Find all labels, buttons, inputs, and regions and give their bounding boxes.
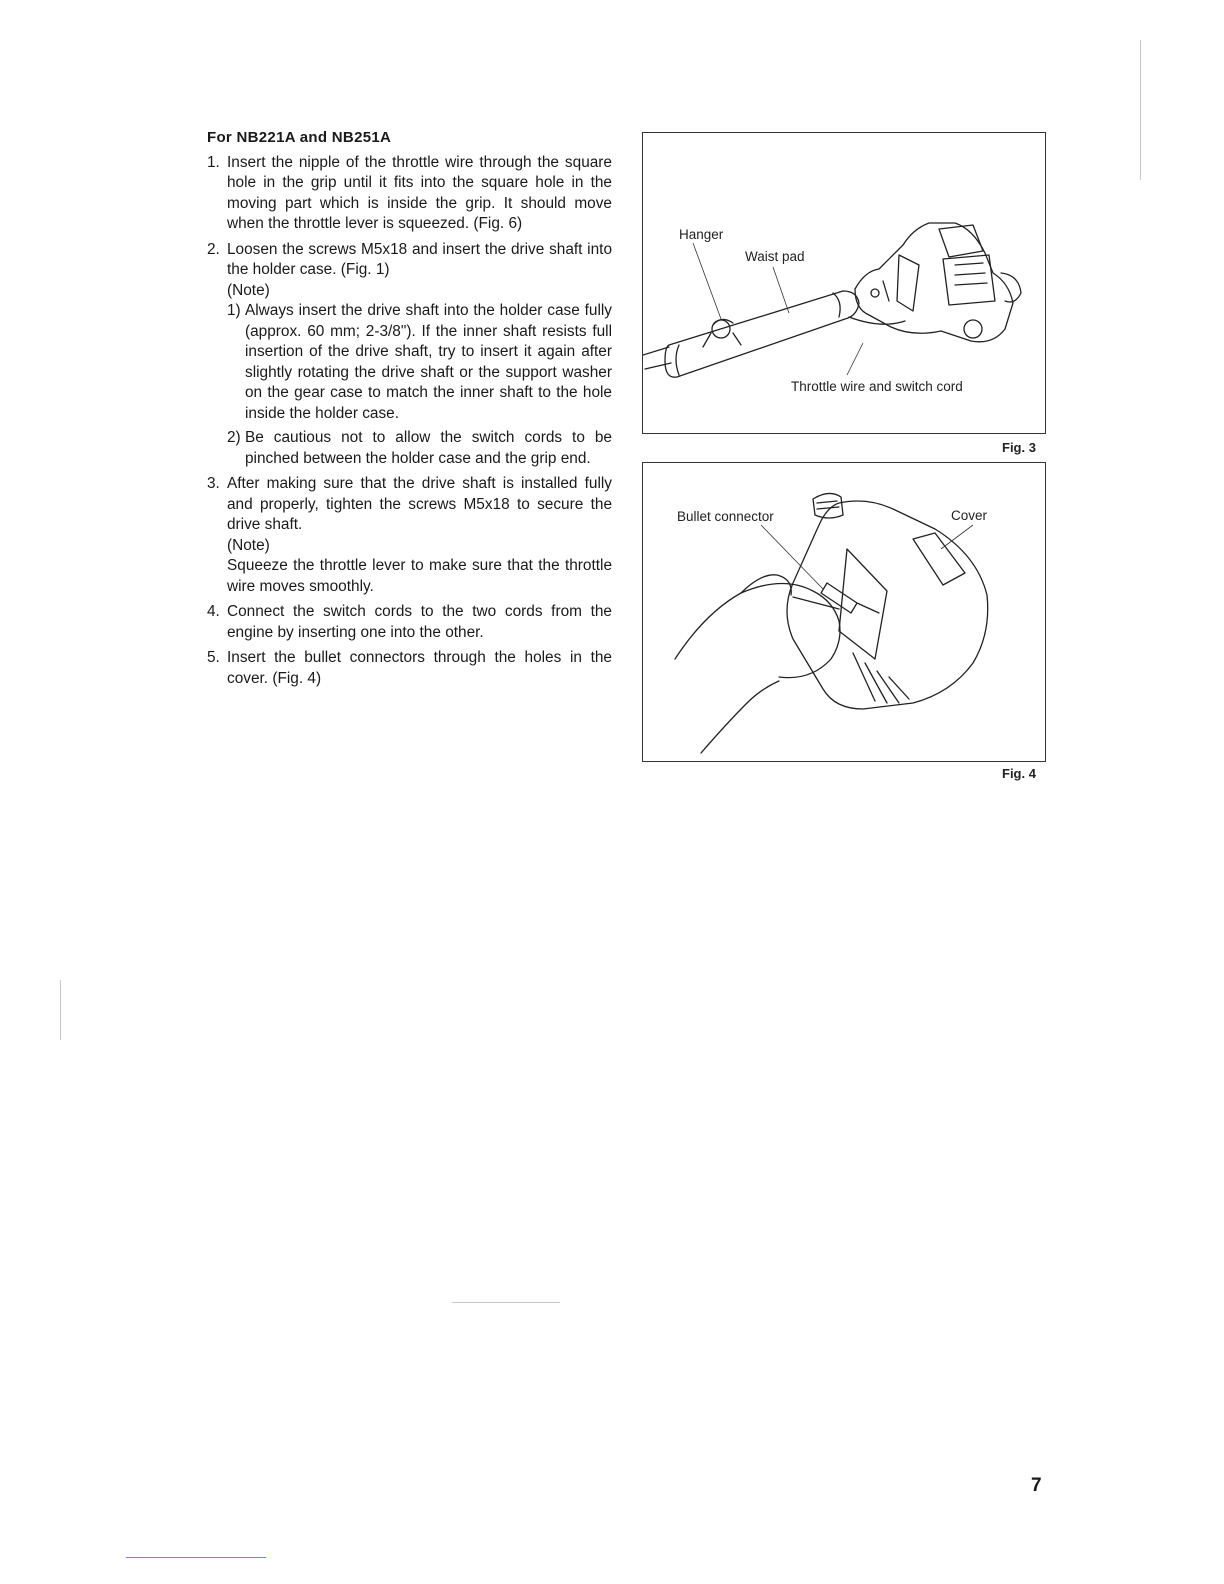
step-text: Insert the bullet connectors through the holes in the cover. (Fig. 4) [227, 649, 612, 687]
step-text: Loosen the screws M5x18 and insert the drive shaft into the holder case. (Fig. 1) [227, 240, 612, 278]
step-1 [207, 153, 612, 235]
scan-edge-mark [1140, 40, 1141, 180]
label-hanger: Hanger [679, 227, 724, 242]
label-bullet-connector: Bullet connector [677, 509, 774, 524]
figure-4 [642, 462, 1046, 762]
scan-edge-mark [452, 1302, 560, 1303]
step-number: 1. [207, 153, 220, 171]
label-cover: Cover [951, 508, 988, 523]
label-throttle-wire: Throttle wire and switch cord [791, 379, 963, 394]
note-label: (Note) [227, 536, 270, 554]
subnote-number: 2) [227, 429, 241, 446]
fig3-caption: Fig. 3 [1002, 440, 1036, 455]
subnote-text: Be cautious not to allow the switch cords to be pinched between the holder case and the grip end. [245, 429, 612, 467]
step-text: Insert the nipple of the throttle wire through the square hole in the grip until it fits into the square hole in the moving part which is inside the grip. It should move when the throttle lever is squeezed. (Fig. 6) [227, 153, 612, 232]
subnote-number: 1) [227, 302, 241, 319]
subnote-text: Always insert the drive shaft into the holder case fully (approx. 60 mm; 2-3/8"). If the inner shaft resists full insertion of the drive shaft, try to insert it again after slightly rotating the drive shaft or the support washer on the gear case to match the inner shaft to the hole inside the holder case. [245, 302, 612, 422]
label-waist-pad: Waist pad [745, 249, 805, 264]
step-5 [207, 648, 612, 689]
step-4 [207, 602, 612, 643]
step-text: Connect the switch cords to the two cords from the engine by inserting one into the other. [227, 603, 612, 641]
subnote-1 [227, 301, 612, 424]
page-number: 7 [1031, 1475, 1042, 1496]
step-number: 5. [207, 649, 220, 666]
step-2 [207, 240, 612, 470]
subnote-2 [227, 428, 612, 469]
note-text: Squeeze the throttle lever to make sure that the throttle wire moves smoothly. [227, 557, 612, 595]
step-3 [207, 474, 612, 597]
figure-3 [642, 132, 1046, 434]
instructions-column [207, 128, 612, 694]
scan-edge-mark [126, 1557, 266, 1558]
step-text: After making sure that the drive shaft is installed fully and properly, tighten the screws M5x18 to secure the drive shaft. [227, 475, 612, 533]
step-number: 3. [207, 475, 220, 492]
step-number: 2. [207, 240, 220, 258]
step-number: 4. [207, 603, 220, 620]
section-heading: For NB221A and NB251A [207, 129, 392, 146]
scan-edge-mark [60, 980, 61, 1040]
note-label: (Note) [227, 281, 270, 299]
fig4-caption: Fig. 4 [1002, 766, 1036, 781]
